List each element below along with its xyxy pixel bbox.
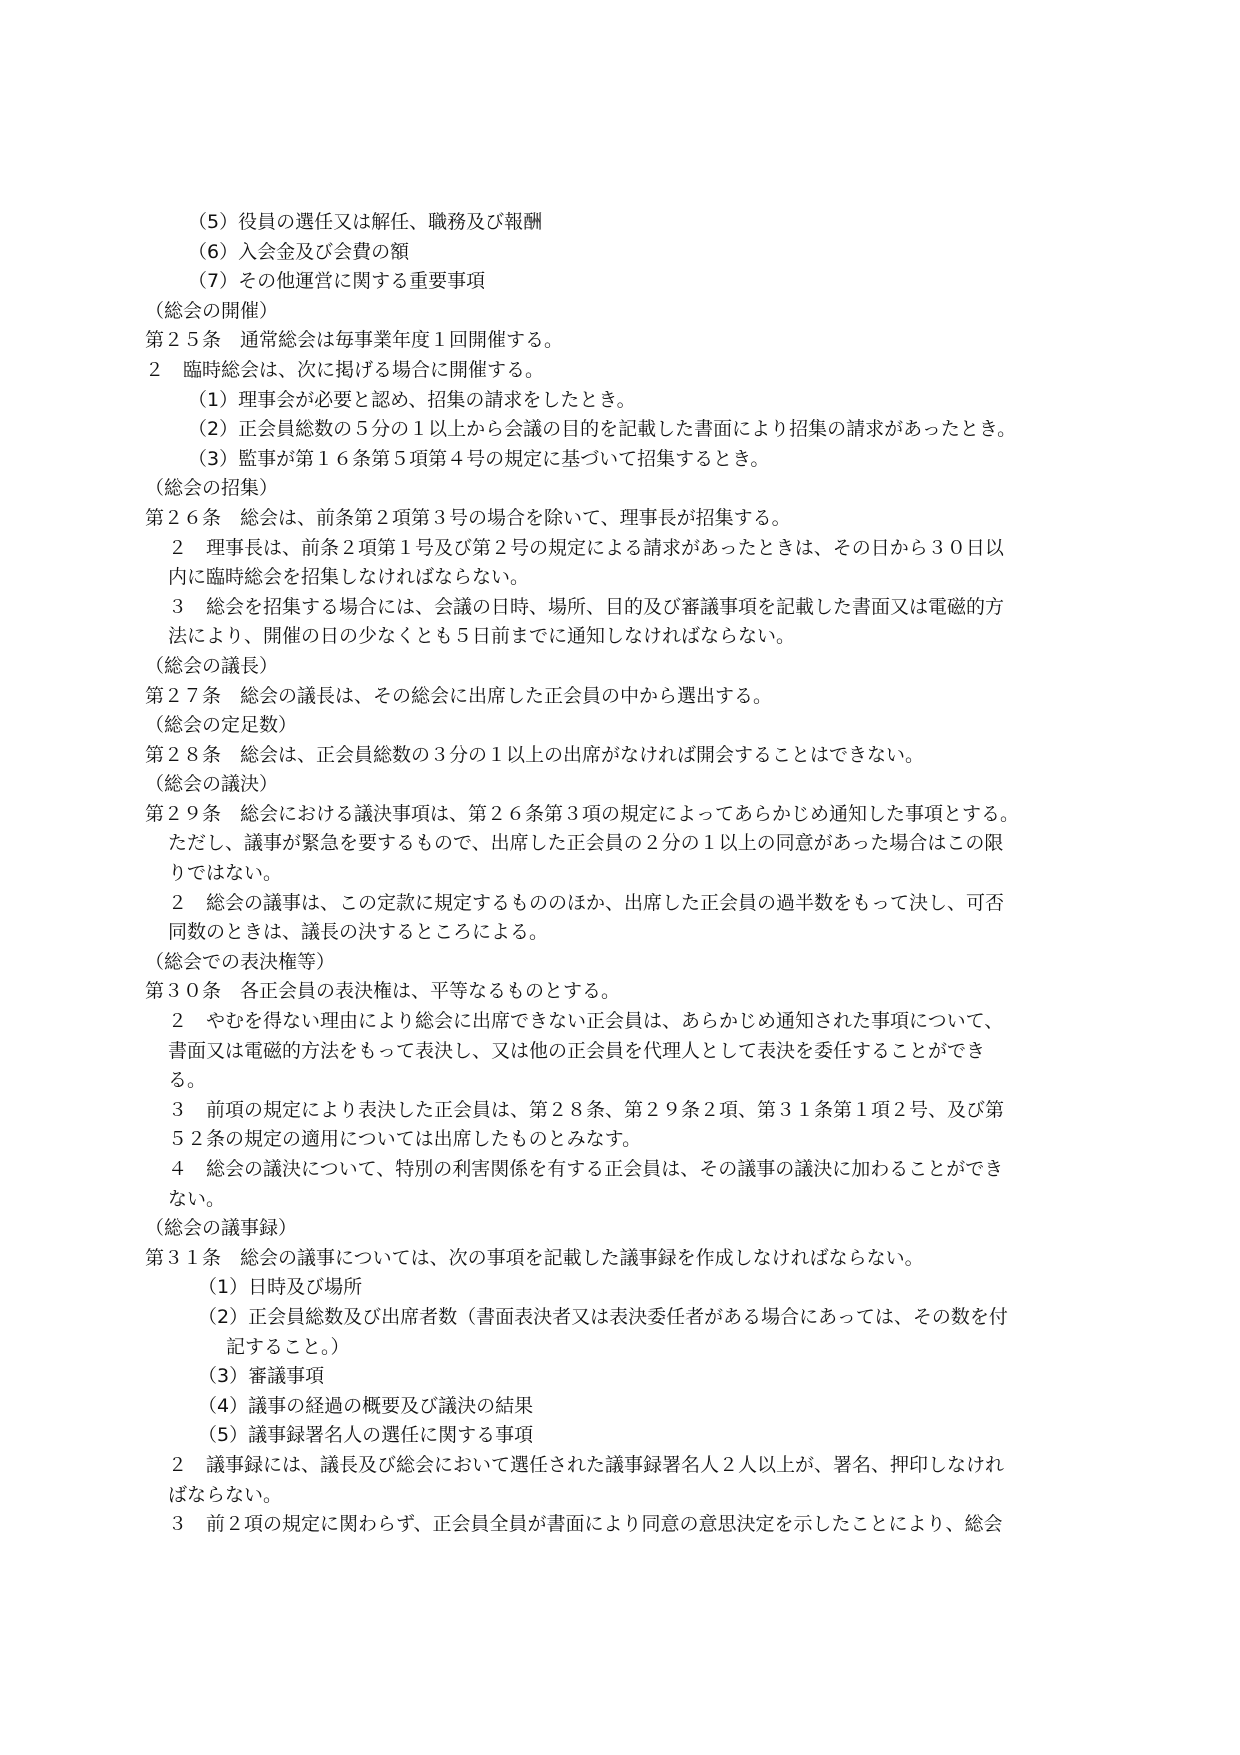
- list-item: （6）入会金及び会費の額: [188, 240, 410, 263]
- paragraph-line: ３ 前項の規定により表決した正会員は、第２８条、第２９条２項、第３１条第１項２号、及び第: [168, 1098, 1005, 1121]
- continuation-line: ５２条の規定の適用については出席したものとみなす。: [168, 1128, 642, 1151]
- section-heading: （総会の議決）: [145, 773, 279, 796]
- article-line: 第２７条 総会の議長は、その総会に出席した正会員の中から選出する。: [145, 684, 773, 707]
- list-item: （5）役員の選任又は解任、職務及び報酬: [188, 211, 543, 233]
- article-line: 第２８条 総会は、正会員総数の３分の１以上の出席がなければ開会することはできない。: [145, 743, 925, 766]
- paragraph-line: ４ 総会の議決について、特別の利害関係を有する正会員は、その議事の議決に加わることができ: [168, 1158, 1004, 1180]
- section-heading: （総会の議事録）: [145, 1217, 298, 1240]
- paragraph-line: ３ 総会を招集する場合には、会議の日時、場所、目的及び審議事項を記載した書面又は電磁的方: [168, 595, 1005, 618]
- continuation-line: ただし、議事が緊急を要するもので、出席した正会員の２分の１以上の同意があった場合はこの限: [168, 832, 1004, 855]
- continuation-line: 書面又は電磁的方法をもって表決し、又は他の正会員を代理人として表決を委任することができ: [168, 1039, 986, 1062]
- list-item: （2）正会員総数及び出席者数（書面表決者又は表決委任者がある場合にあっては、その数を付: [198, 1305, 1008, 1328]
- article-line: 第３０条 各正会員の表決権は、平等なるものとする。: [145, 980, 621, 1003]
- list-item: （3）監事が第１６条第５項第４号の規定に基づいて招集するとき。: [188, 447, 770, 470]
- section-heading: （総会の定足数）: [145, 714, 298, 737]
- continuation-line: 内に臨時総会を招集しなければならない。: [168, 566, 530, 589]
- list-item: （3）審議事項: [198, 1365, 325, 1388]
- paragraph-line: ２ やむを得ない理由により総会に出席できない正会員は、あらかじめ通知された事項について、: [168, 1010, 1004, 1033]
- article-line: 第２９条 総会における議決事項は、第２６条第３項の規定によってあらかじめ通知した事項とする。: [145, 802, 1020, 825]
- paragraph-line: ２ 議事録には、議長及び総会において選任された議事録署名人２人以上が、署名、押印しなけれ: [168, 1453, 1005, 1476]
- list-item: （1）日時及び場所: [198, 1276, 363, 1299]
- list-item: （1）理事会が必要と認め、招集の請求をしたとき。: [188, 388, 636, 411]
- continuation-line: りではない。: [168, 862, 283, 885]
- list-item: （7）その他運営に関する重要事項: [188, 270, 486, 293]
- continuation-line: ない。: [168, 1187, 226, 1210]
- list-item: （2）正会員総数の５分の１以上から会議の目的を記載した書面により招集の請求があったとき。: [188, 418, 1017, 441]
- section-heading: （総会の招集）: [145, 477, 279, 500]
- paragraph-line: ２ 総会の議事は、この定款に規定するもののほか、出席した正会員の過半数をもって決し、可否: [168, 891, 1005, 914]
- section-heading: （総会の議長）: [145, 654, 279, 677]
- article-line: ２ 臨時総会は、次に掲げる場合に開催する。: [145, 358, 545, 381]
- article-line: 第２５条 通常総会は毎事業年度１回開催する。: [145, 329, 564, 352]
- paragraph-line: ２ 理事長は、前条２項第１号及び第２号の規定による請求があったときは、その日から３０日以: [168, 536, 1004, 559]
- section-heading: （総会の開催）: [145, 299, 279, 322]
- list-item: （5）議事録署名人の選任に関する事項: [198, 1424, 534, 1447]
- article-line: 第３１条 総会の議事については、次の事項を記載した議事録を作成しなければならない。: [145, 1246, 924, 1269]
- continuation-line: る。: [168, 1069, 207, 1092]
- section-heading: （総会での表決権等）: [145, 950, 336, 973]
- continuation-line: 同数のときは、議長の決するところによる。: [168, 921, 549, 944]
- continuation-line: ばならない。: [168, 1483, 283, 1506]
- paragraph-line: ３ 前２項の規定に関わらず、正会員全員が書面により同意の意思決定を示したことにより、総会: [168, 1513, 1003, 1536]
- article-line: 第２６条 総会は、前条第２項第３号の場合を除いて、理事長が招集する。: [145, 506, 791, 529]
- list-item: （4）議事の経過の概要及び議決の結果: [198, 1394, 534, 1417]
- document-body: [0, 208, 1240, 1540]
- list-item-continuation: 記すること。）: [226, 1335, 350, 1358]
- continuation-line: 法により、開催の日の少なくとも５日前までに通知しなければならない。: [168, 625, 796, 648]
